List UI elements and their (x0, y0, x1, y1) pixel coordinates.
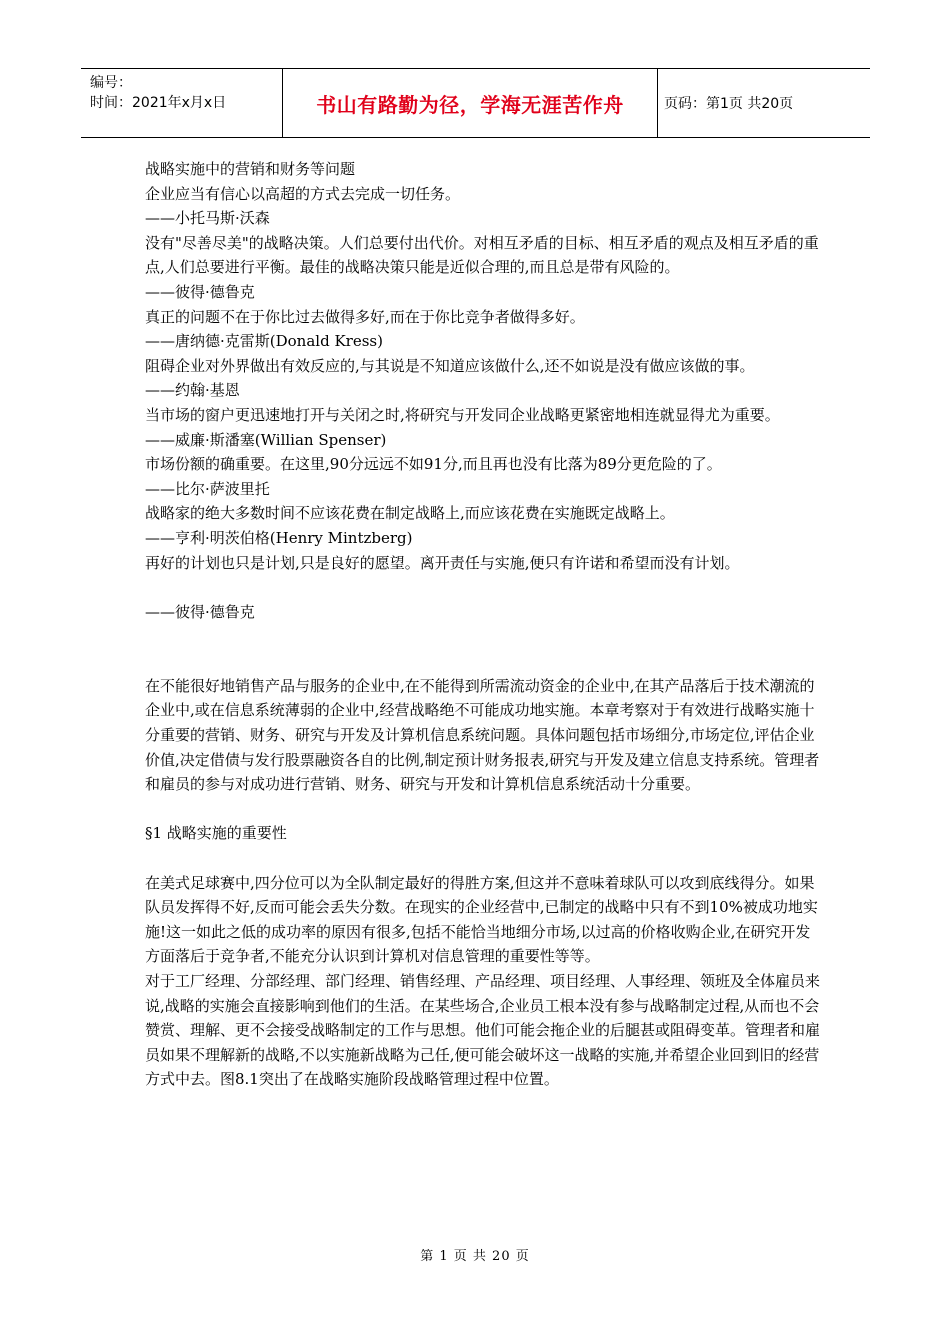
spacer (145, 575, 825, 600)
document-number-label: 编号： (90, 75, 132, 91)
document-date: 时间：2021年x月x日 (90, 95, 227, 111)
quote-text: 市场份额的确重要。在这里,90分远远不如91分,而且再也没有比落为89分更危险的了。 (145, 455, 722, 474)
header-meta (81, 69, 283, 137)
quote-author: ——小托马斯·沃森 (145, 209, 270, 228)
quote-text: 战略家的绝大多数时间不应该花费在制定战略上,而应该花费在实施既定战略上。 (145, 504, 675, 523)
quote-text: 阻碍企业对外界做出有效反应的,与其说是不知道应该做什么,还不如说是没有做应该做的事。 (145, 356, 755, 375)
quote-text: 真正的问题不在于你比过去做得多好,而在于你比竞争者做得多好。 (145, 307, 585, 326)
quote-author: ——约翰·基恩 (145, 381, 240, 400)
header-motto: 书山有路勤为径，学海无涯苦作舟 (283, 69, 658, 137)
section-heading: §1 战略实施的重要性 (145, 824, 287, 843)
intro-paragraph: 在不能很好地销售产品与服务的企业中,在不能得到所需流动资金的企业中,在其产品落后于技术潮流的企业中,或在信息系统薄弱的企业中,经营战略绝不可能成功地实施。本章考察对于有效进行战略实施十分重要的营销、财务、研究与开发及计算机信息系统问题。具体问题包括市场细分,市场定位,评估企业价值,决定借债与发行股票融资各自的比例,制定预计财务报表,研究与开发及建立信息支持系统。管理者和雇员的参与对成功进行营销、财务、研究与开发和计算机信息系统活动十分重要。 (145, 676, 820, 794)
page-footer: 第 1 页 共 20 页 (420, 1249, 530, 1264)
document-title: 战略实施中的营销和财务等问题 (145, 160, 356, 178)
quote-author: ——唐纳德·克雷斯(Donald Kress) (145, 332, 383, 351)
quote-text: 没有"尽善尽美"的战略决策。人们总要付出代价。对相互矛盾的目标、相互矛盾的观点及相互矛盾的重点,人们总要进行平衡。最佳的战略决策只能是近似合理的,而且总是带有风险的。 (145, 233, 819, 277)
quote-author: ——彼得·德鲁克 (145, 602, 255, 621)
quote-text: 企业应当有信心以高超的方式去完成一切任务。 (145, 184, 461, 203)
quote-text: 再好的计划也只是计划,只是良好的愿望。离开责任与实施,便只有许诺和希望而没有计划。 (145, 553, 740, 572)
document-body (145, 157, 825, 1092)
quote-author: ——威廉·斯潘塞(Willian Spenser) (145, 430, 387, 449)
spacer (145, 797, 825, 822)
spacer (145, 649, 825, 674)
header-page-info: 页码：第1页 共20页 (664, 96, 794, 112)
quote-author: ——比尔·萨波里托 (145, 479, 270, 498)
page-header (81, 68, 870, 138)
spacer (145, 846, 825, 871)
quote-author: ——亨利·明茨伯格(Henry Mintzberg) (145, 528, 413, 547)
quote-text: 当市场的窗户更迅速地打开与关闭之时,将研究与开发同企业战略更紧密地相连就显得尤为重要。 (145, 405, 780, 424)
spacer (145, 624, 825, 649)
body-paragraph: 在美式足球赛中,四分位可以为全队制定最好的得胜方案,但这并不意味着球队可以攻到底线得分。如果队员发挥得不好,反而可能会丢失分数。在现实的企业经营中,已制定的战略中只有不到10%被成功地实施!这一如此之低的成功率的原因有很多,包括不能恰当地细分市场,以过高的价格收购企业,在研究开发方面落后于竞争者,不能充分认识到计算机对信息管理的重要性等等。 (145, 873, 818, 966)
quote-author: ——彼得·德鲁克 (145, 282, 255, 301)
body-paragraph: 对于工厂经理、分部经理、部门经理、销售经理、产品经理、项目经理、人事经理、领班及全体雇员来说,战略的实施会直接影响到他们的生活。在某些场合,企业员工根本没有参与战略制定过程,从而也不会赞赏、理解、更不会接受战略制定的工作与思想。他们可能会拖企业的后腿甚或阻碍变革。管理者和雇员如果不理解新的战略,不以实施新战略为己任,便可能会破坏这一战略的实施,并希望企业回到旧的经营方式中去。图8.1突出了在战略实施阶段战略管理过程中位置。 (145, 972, 821, 1089)
